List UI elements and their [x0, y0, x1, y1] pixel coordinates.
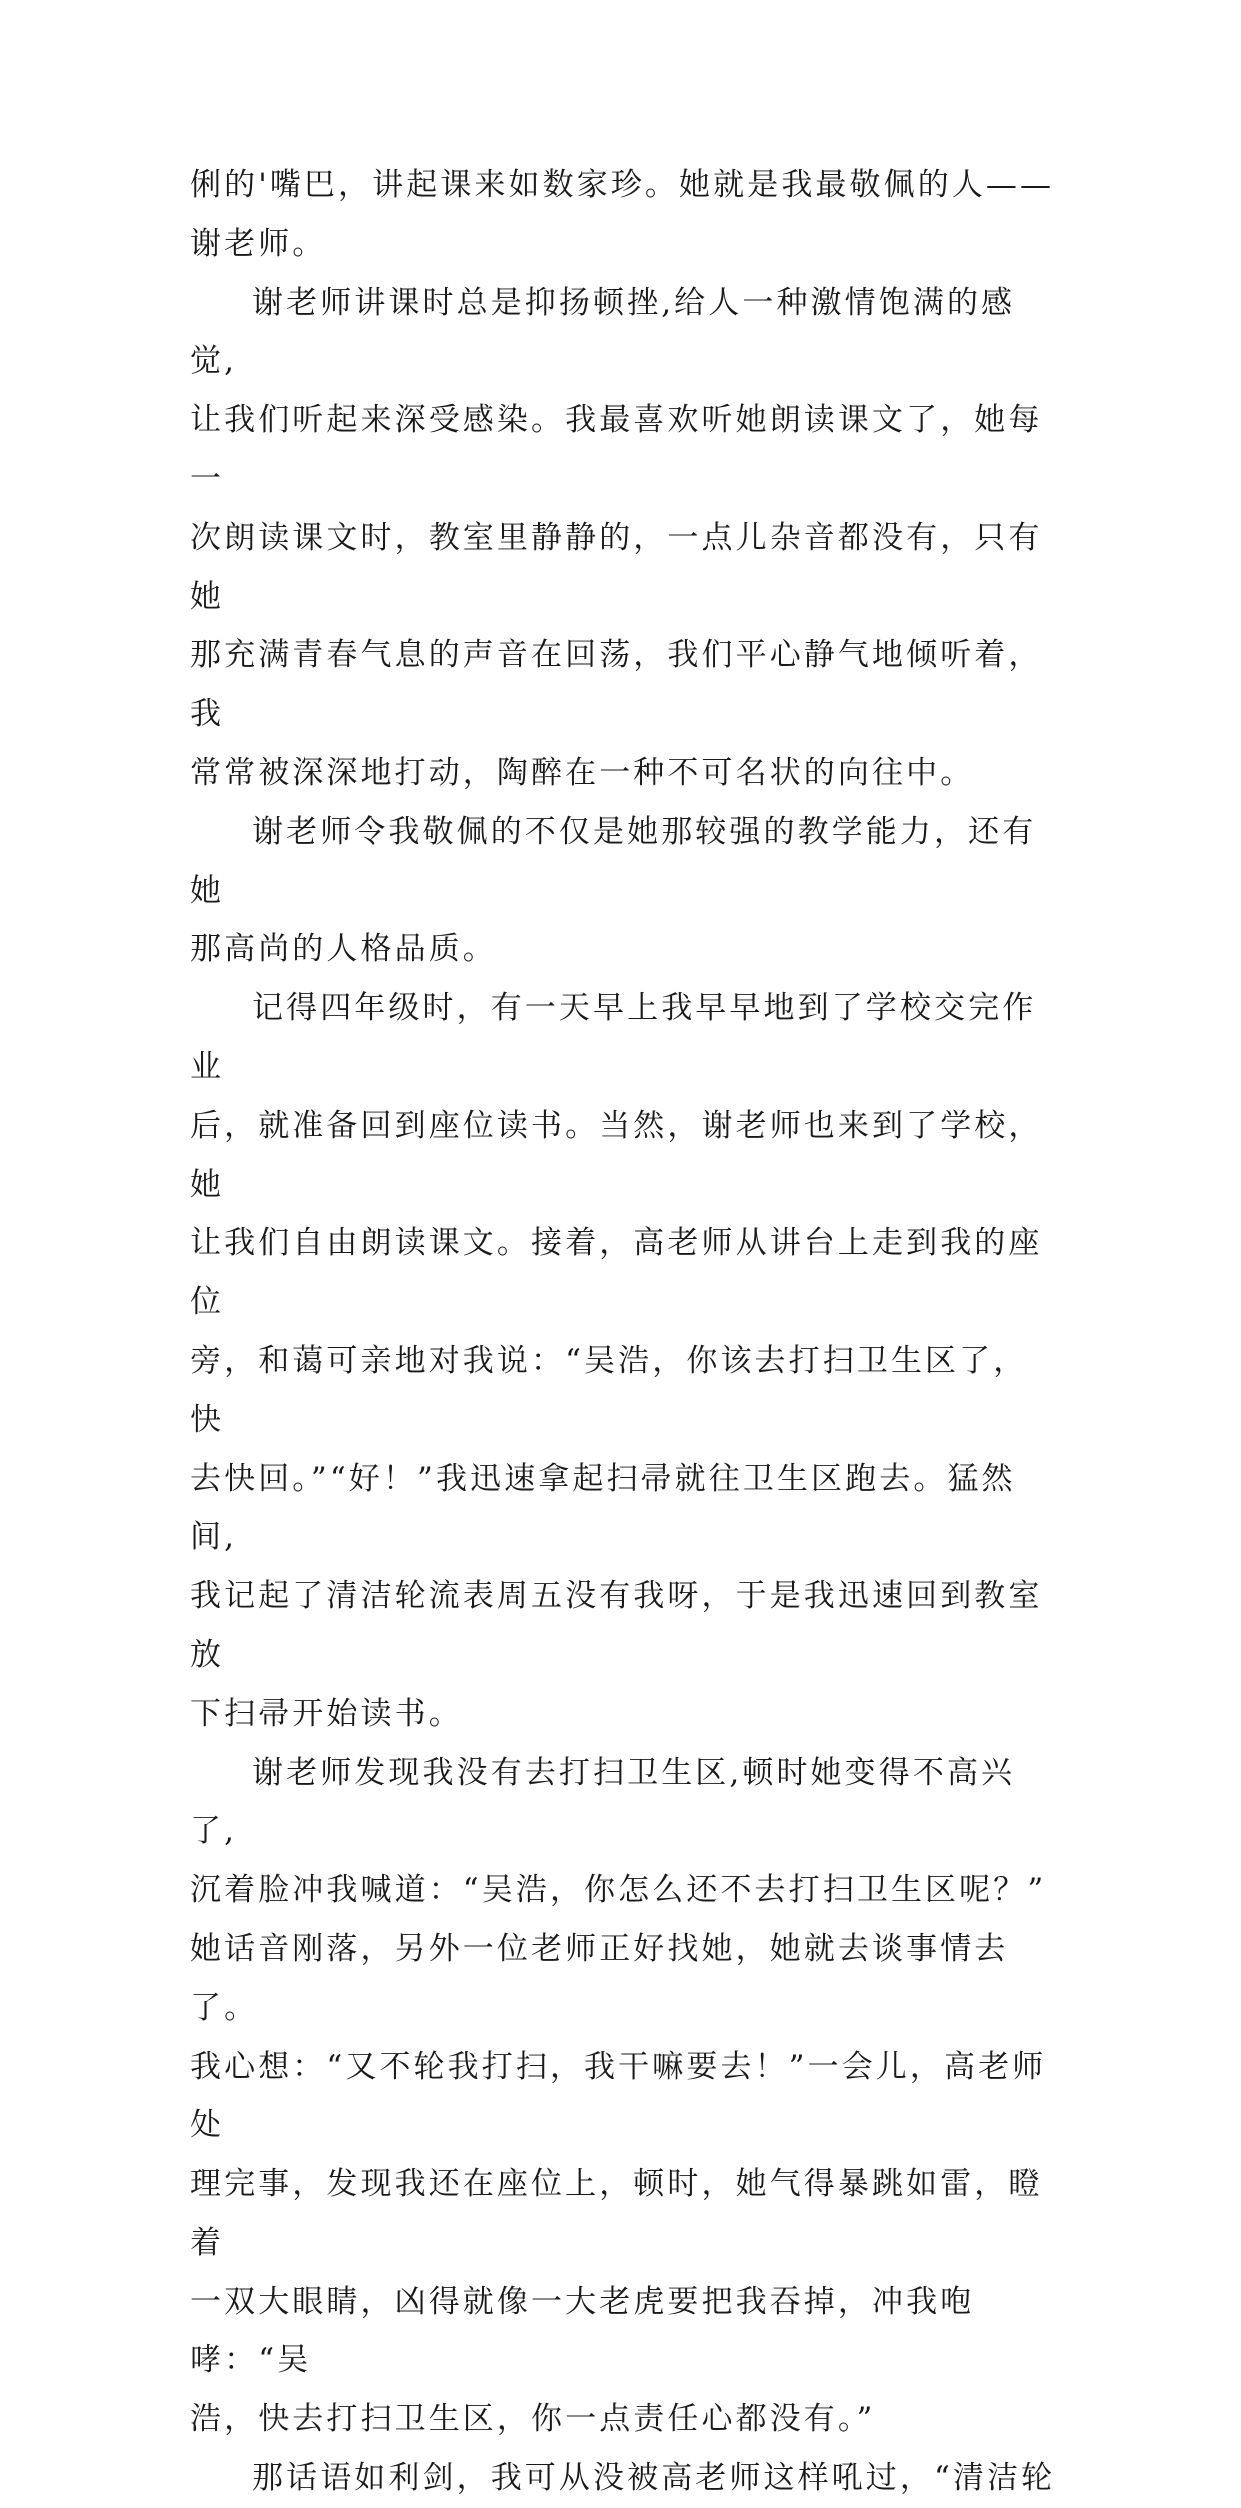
document-body	[190, 156, 1060, 2508]
paragraph-4: 记得四年级时，有一天早上我早早地到了学校交完作业 后，就准备回到座位读书。当然，谢老师也来到了学校，她 让我们自由朗读课文。接着，高老师从讲台上走到我的座位 旁，和蔼可亲地对我说：“吴浩，你该去打扫卫生区了，快 去快回。”“好！”我迅速拿起扫帚就往卫生区跑去。猛然间, 我记起了清洁轮流表周五没有我呀，于是我迅速回到教室放 下扫帚开始读书。	[190, 990, 1043, 1732]
paragraph-3: 谢老师令我敬佩的不仅是她那较强的教学能力，还有她 那高尚的人格品质。	[190, 813, 1037, 968]
paragraph-1: 俐的'嘴巴，讲起课来如数家珍。她就是我最敬佩的人—— 谢老师。	[190, 167, 1055, 262]
paragraph-6: 那话语如利剑，我可从没被高老师这样吼过，“清洁轮	[252, 2460, 1056, 2497]
paragraph-5: 谢老师发现我没有去打扫卫生区,顿时她变得不高兴了, 沉着脸冲我喊道：“吴浩，你怎么还不去打扫卫生区呢？” 她话音刚落，另外一位老师正好找她，她就去谈事情去了。 我心想：“又不轮我打扫，我干嘛要去！”一会儿，高老师处 理完事，发现我还在座位上，顿时，她气得暴跳如雷，瞪着 一双大眼睛，凶得就像一大老虎要把我吞掉，冲我咆哮：“吴 浩，快去打扫卫生区，你一点责任心都没有。”	[190, 1754, 1047, 2438]
paragraph-2: 谢老师讲课时总是抑扬顿挫,给人一种激情饱满的感觉, 让我们听起来深受感染。我最喜欢听她朗读课文了，她每一 次朗读课文时，教室里静静的，一点儿杂音都没有，只有她 那充满青春气息的声音在回荡，我们平心静气地倾听着，我 常常被深深地打动，陶醉在一种不可名状的向往中。	[190, 284, 1043, 791]
